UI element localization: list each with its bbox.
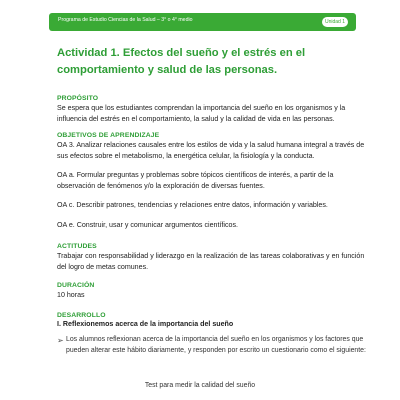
duracion-heading: DURACIÓN: [57, 282, 95, 289]
bullet-text: Los alumnos reflexionan acerca de la importancia del sueño en los organismos y los factores que pueden alterar este hábito diariamente, y responden por escrito un cuestionario como el siguiente:: [66, 336, 366, 355]
bullet-arrow-icon: ➢: [57, 336, 64, 345]
desarrollo-heading: DESARROLLO: [57, 312, 106, 319]
test-caption: Test para medir la calidad del sueño: [144, 382, 256, 389]
objetivos-heading: OBJETIVOS DE APRENDIZAJE: [57, 132, 160, 139]
activity-title: Actividad 1. Efectos del sueño y el estrés en el comportamiento y salud de las personas.: [57, 47, 306, 76]
actitudes-text: Trabajar con responsabilidad y liderazgo en la realización de las tareas colaborativas y en función del logro de metas comunes.: [57, 252, 365, 272]
proposito-heading: PROPÓSITO: [57, 95, 99, 102]
oae-text: OA e. Construir, usar y comunicar argumentos científicos.: [57, 221, 238, 229]
program-name: Programa de Estudio Ciencias de la Salud – 3° o 4° medio: [58, 17, 193, 23]
oac-text: OA c. Describir patrones, tendencias y relaciones entre datos, información y variables.: [57, 201, 328, 209]
duracion-text: 10 horas: [57, 291, 85, 299]
oa3-text: OA 3. Analizar relaciones causales entre los estilos de vida y la salud humana integral a través de sus efectos sobre el metabolismo, la energética celular, la fisiología y la conducta.: [57, 141, 365, 161]
actitudes-heading: ACTITUDES: [57, 243, 97, 250]
desarrollo-subheading: I. Reflexionemos acerca de la importancia del sueño: [57, 320, 234, 328]
header-bar: [49, 13, 356, 31]
proposito-text: Se espera que los estudiantes comprendan la importancia del sueño en los organismos y la influencia del estrés en el comportamiento, la salud y la calidad de vida en las personas.: [57, 104, 346, 124]
unit-badge: Unidad 1: [322, 17, 348, 27]
oaa-text: OA a. Formular preguntas y problemas sobre tópicos científicos de interés, a partir de la observación de fenómenos y/o la exploración de diversas fuentes.: [57, 171, 334, 191]
